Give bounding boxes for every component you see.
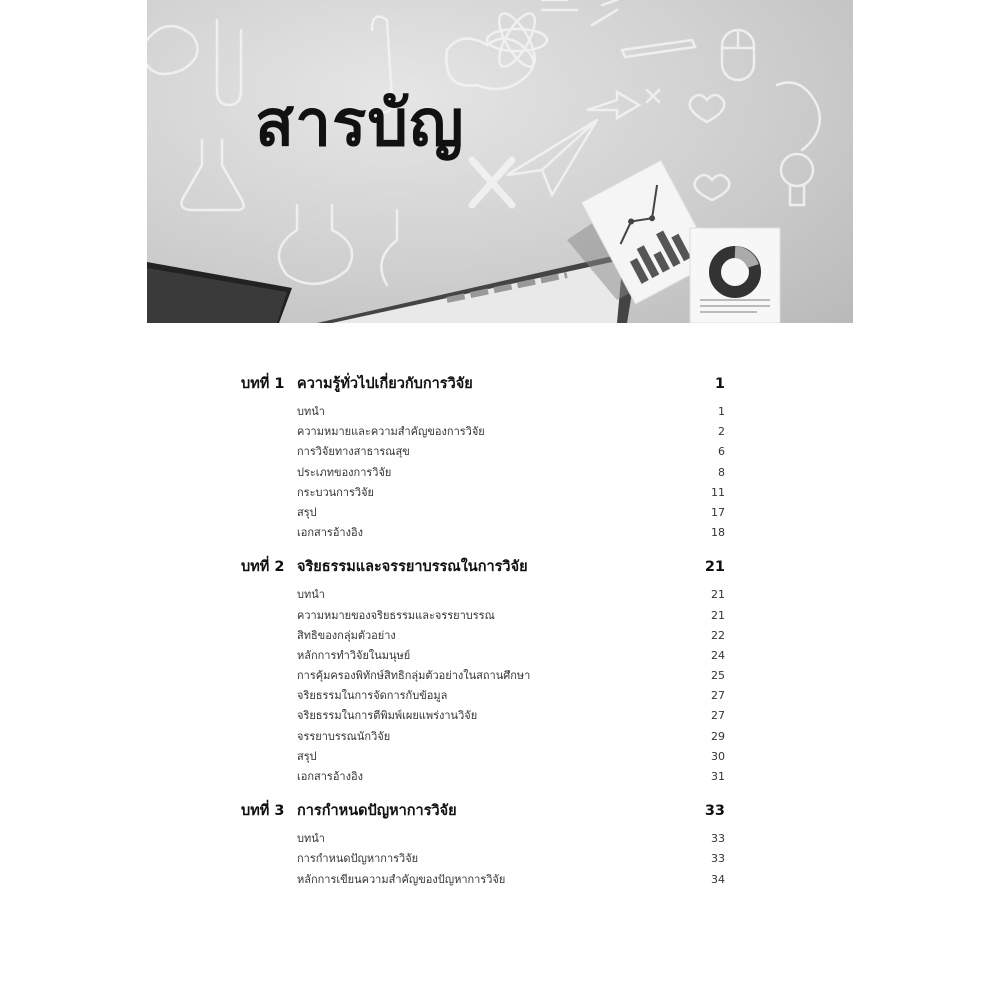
toc-entry[interactable] [241, 523, 725, 543]
toc-entry[interactable] [241, 503, 725, 523]
pie-chart-document-icon [690, 228, 780, 323]
mouse-icon [722, 30, 754, 80]
toc-entry[interactable] [241, 767, 725, 787]
toc-entry[interactable] [241, 849, 725, 869]
header-banner [147, 0, 853, 323]
toc-entry-page: 6 [718, 445, 725, 459]
toc-entry-label: การกำหนดปัญหาการวิจัย [297, 852, 419, 866]
toc-entry[interactable] [241, 442, 725, 462]
toc-entry-page: 24 [711, 648, 725, 662]
toc-entry[interactable] [241, 666, 725, 686]
toc-entry-label: เอกสารอ้างอิง [297, 526, 363, 540]
toc-entry[interactable] [241, 829, 725, 849]
toc-entry-page: 31 [711, 770, 725, 783]
toc-entry-label: สรุป [297, 505, 317, 519]
toc-entry-page: 33 [711, 852, 725, 866]
toc-entry[interactable] [241, 747, 725, 767]
toc-entry-label: การวิจัยทางสาธารณสุข [297, 445, 410, 459]
toc-entry[interactable] [241, 483, 725, 503]
chapter-number: บทที่ 2 [241, 559, 285, 576]
chapter-heading[interactable] [241, 372, 725, 402]
chapter-number: บทที่ 1 [241, 376, 285, 392]
toc-entry-label: บทนำ [297, 405, 325, 418]
toc-entry-page: 25 [711, 669, 725, 683]
toc-entry[interactable] [241, 463, 725, 483]
toc-entry-label: ประเภทของการวิจัย [297, 465, 392, 479]
toc-entry[interactable] [241, 686, 725, 706]
chapter-heading[interactable] [241, 555, 725, 585]
chapter-title: ความรู้ทั่วไปเกี่ยวกับการวิจัย [297, 376, 473, 392]
toc-entry-page: 30 [711, 749, 725, 763]
flask-icon [181, 140, 243, 210]
toc-entry[interactable] [241, 402, 725, 422]
heart-icon [690, 95, 725, 122]
toc-entry-page: 27 [711, 689, 725, 703]
toc-entry-label: กระบวนการวิจัย [297, 485, 374, 499]
toc-entry-label: หลักการทำวิจัยในมนุษย์ [297, 648, 411, 662]
toc-entry-page: 18 [711, 526, 725, 540]
toc-entry[interactable] [241, 646, 725, 666]
chapter-page-number: 21 [704, 559, 725, 576]
toc-entry-label: ความหมายของจริยธรรมและจรรยาบรรณ [297, 608, 495, 622]
table-of-contents [241, 372, 725, 902]
paper-plane-icon [507, 120, 597, 195]
toc-entry-label: จริยธรรมในการจัดการกับข้อมูล [297, 689, 448, 703]
toc-entry[interactable] [241, 727, 725, 747]
pen-icon [622, 40, 695, 57]
toc-entry-label: ความหมายและความสำคัญของการวิจัย [297, 425, 485, 439]
chapter-number: บทที่ 3 [241, 803, 285, 820]
toc-entry[interactable] [241, 706, 725, 726]
chapter-section [241, 555, 725, 787]
chapter-page-number: 33 [704, 803, 725, 820]
toc-entry-page: 21 [711, 588, 725, 602]
doodle-illustration [147, 0, 853, 323]
toc-entry-label: จรรยาบรรณนักวิจัย [297, 729, 391, 743]
toc-entry-label: เอกสารอ้างอิง [297, 770, 363, 783]
toc-entry-label: บทนำ [297, 832, 325, 846]
toc-entry-label: สรุป [297, 749, 317, 763]
toc-entry-page: 1 [718, 405, 725, 418]
toc-entry[interactable] [241, 606, 725, 626]
toc-entry[interactable] [241, 870, 725, 890]
toc-entry-page: 27 [711, 709, 725, 723]
toc-entry-label: สิทธิของกลุ่มตัวอย่าง [297, 628, 396, 642]
toc-entry[interactable] [241, 422, 725, 442]
chapter-section [241, 372, 725, 543]
page-title: สารบัญ [255, 87, 465, 161]
toc-entry-label: บทนำ [297, 588, 325, 602]
chapter-section [241, 799, 725, 890]
toc-entry-page: 8 [718, 465, 725, 479]
toc-entry-label: การคุ้มครองพิทักษ์สิทธิกลุ่มตัวอย่างในสถานศึกษา [297, 669, 531, 683]
flask-icon [279, 205, 352, 284]
chapter-heading[interactable] [241, 799, 725, 829]
arrow-icon [587, 92, 639, 118]
toc-entry[interactable] [241, 585, 725, 605]
toc-entry-label: หลักการเขียนความสำคัญของปัญหาการวิจัย [297, 872, 506, 886]
paperclip-icon [217, 20, 241, 105]
toc-entry-label: จริยธรรมในการตีพิมพ์เผยแพร่งานวิจัย [297, 709, 478, 723]
toc-entry-page: 21 [711, 608, 725, 622]
chapter-title: การกำหนดปัญหาการวิจัย [297, 803, 457, 820]
cross-icon [472, 160, 512, 205]
chapter-page-number: 1 [714, 376, 725, 392]
toc-entry-page: 29 [711, 729, 725, 743]
toc-entry-page: 34 [711, 872, 725, 886]
chapter-title: จริยธรรมและจรรยาบรรณในการวิจัย [297, 559, 528, 576]
phone-icon [777, 83, 820, 151]
toc-entry-page: 2 [718, 425, 725, 439]
toc-entry-page: 11 [711, 485, 725, 499]
toc-entry-page: 33 [711, 832, 725, 846]
toc-entry[interactable] [241, 626, 725, 646]
bulb-icon [781, 154, 813, 205]
toc-entry-page: 17 [711, 505, 725, 519]
toc-entry-page: 22 [711, 628, 725, 642]
